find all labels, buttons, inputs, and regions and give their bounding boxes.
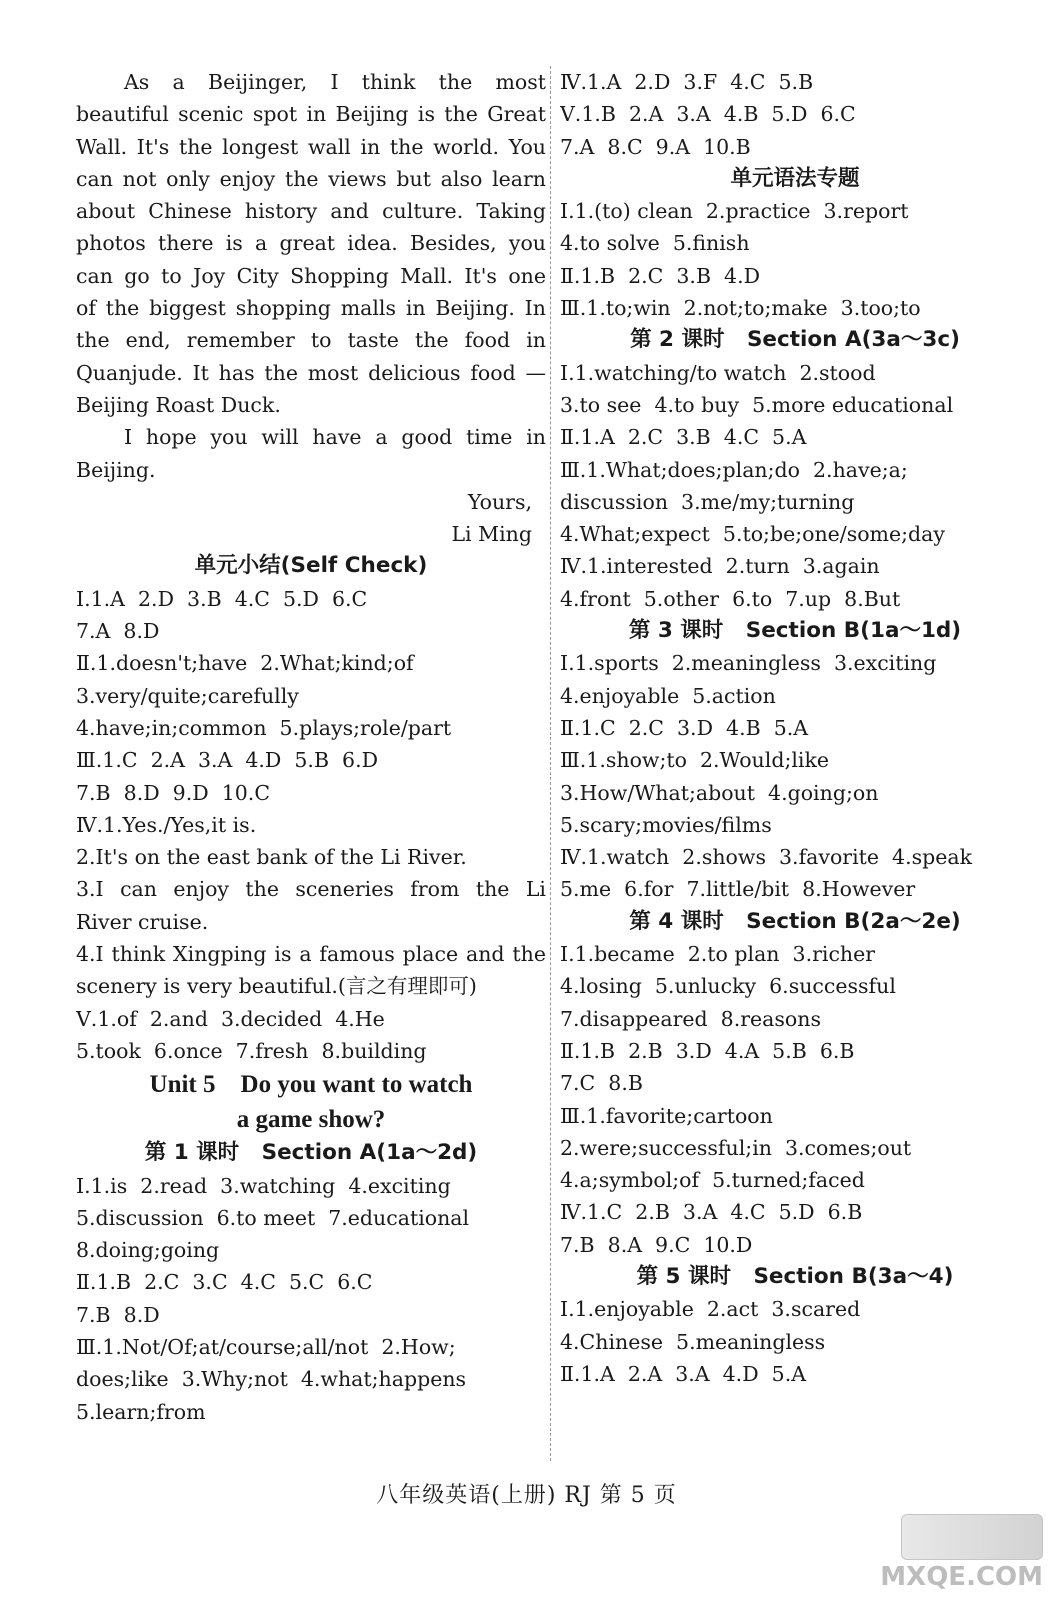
right-column xyxy=(560,66,1030,1390)
text-line: Ⅱ.1.C 2.C 3.D 4.B 5.A xyxy=(560,715,809,740)
text-line: Ⅰ.1.enjoyable 2.act 3.scared xyxy=(560,1297,861,1322)
text-line: Ⅰ.1.is 2.read 3.watching 4.exciting xyxy=(76,1173,451,1198)
text-line: 4.losing 5.unlucky 6.successful xyxy=(560,974,896,999)
watermark-logo-icon xyxy=(901,1514,1043,1560)
text-line: Ⅰ.1.watching/to watch 2.stood xyxy=(560,360,876,385)
text-line: can not only enjoy the views but also learn xyxy=(76,166,546,191)
text-line: 7.C 8.B xyxy=(560,1071,643,1096)
text-line: 5.took 6.once 7.fresh 8.building xyxy=(76,1038,427,1063)
text-line: 2.It's on the east bank of the Li River. xyxy=(76,845,467,870)
text-line: 3.How/What;about 4.going;on xyxy=(560,780,879,805)
section-heading: 单元语法专题 xyxy=(730,165,860,191)
text-line: about Chinese history and culture. Taking xyxy=(76,199,546,224)
text-line: Li Ming xyxy=(451,522,532,547)
text-line: Ⅳ.1.A 2.D 3.F 4.C 5.B xyxy=(560,70,814,94)
text-line: Beijing Roast Duck. xyxy=(76,392,281,417)
text-line: 3.very/quite;carefully xyxy=(76,683,299,708)
text-line: 5.me 6.for 7.little/bit 8.However xyxy=(560,877,916,902)
text-line: beautiful scenic spot in Beijing is the Great xyxy=(76,102,546,127)
text-line: 4.front 5.other 6.to 7.up 8.But xyxy=(560,586,901,611)
text-line: Wall. It's the longest wall in the world. You xyxy=(76,134,546,159)
text-line: River cruise. xyxy=(76,909,209,934)
section-heading: 单元小结(Self Check) xyxy=(194,553,428,579)
text-line: 3.I can enjoy the sceneries from the Li xyxy=(76,877,546,902)
text-line: Ⅰ.1.(to) clean 2.practice 3.report xyxy=(560,199,909,224)
text-line: Ⅱ.1.doesn't;have 2.What;kind;of xyxy=(76,651,414,676)
text-line: Quanjude. It has the most delicious food — xyxy=(76,360,546,385)
text-line: 4.enjoyable 5.action xyxy=(560,683,776,708)
text-line: 7.disappeared 8.reasons xyxy=(560,1006,821,1031)
section-heading: 第 1 课时 Section A(1a～2d) xyxy=(144,1140,478,1166)
text-line: Ⅲ.1.What;does;plan;do 2.have;a; xyxy=(560,457,908,482)
section-heading: a game show? xyxy=(236,1106,386,1134)
text-line: Ⅰ.1.became 2.to plan 3.richer xyxy=(560,942,876,967)
text-line: Ⅱ.1.B 2.C 3.C 4.C 5.C 6.C xyxy=(76,1270,373,1295)
text-line: Ⅳ.1.Yes./Yes,it is. xyxy=(76,812,257,837)
text-line: 4.have;in;common 5.plays;role/part xyxy=(76,715,452,740)
section-heading: 第 4 课时 Section B(2a～2e) xyxy=(629,908,961,934)
text-line: 4.a;symbol;of 5.turned;faced xyxy=(560,1168,865,1193)
text-line: 5.scary;movies/films xyxy=(560,812,772,837)
left-column xyxy=(76,66,546,1428)
page-footer: 八年级英语(上册) RJ 第 5 页 xyxy=(376,1483,677,1508)
text-line: As a Beijinger, I think the most xyxy=(124,70,546,94)
text-line: of the biggest shopping malls in Beijing. In xyxy=(76,296,546,321)
text-line: Ⅲ.1.to;win 2.not;to;make 3.too;to xyxy=(560,296,921,321)
section-heading: 第 5 课时 Section B(3a～4) xyxy=(636,1263,954,1289)
text-line: photos there is a great idea. Besides, you xyxy=(76,231,546,256)
text-line: 7.A 8.C 9.A 10.B xyxy=(560,134,751,159)
text-line: Ⅴ.1.B 2.A 3.A 4.B 5.D 6.C xyxy=(560,102,856,127)
text-line: Beijing. xyxy=(76,457,156,482)
text-line: 7.B 8.A 9.C 10.D xyxy=(560,1232,753,1257)
text-line: 5.discussion 6.to meet 7.educational xyxy=(76,1205,470,1230)
text-line: 8.doing;going xyxy=(76,1238,220,1263)
text-line: Ⅲ.1.Not/Of;at/course;all/not 2.How; xyxy=(76,1334,456,1359)
section-heading: 第 2 课时 Section A(3a～3c) xyxy=(630,327,960,353)
text-line: Ⅰ.1.A 2.D 3.B 4.C 5.D 6.C xyxy=(76,586,368,611)
text-line: 5.learn;from xyxy=(76,1399,206,1424)
text-line: 2.were;successful;in 3.comes;out xyxy=(560,1135,912,1160)
text-line: 4.Chinese 5.meaningless xyxy=(560,1329,826,1354)
text-line: Ⅴ.1.of 2.and 3.decided 4.He xyxy=(76,1006,385,1031)
text-line: Ⅲ.1.show;to 2.Would;like xyxy=(560,748,830,773)
text-line: discussion 3.me/my;turning xyxy=(560,489,855,514)
text-line: the end, remember to taste the food in xyxy=(76,328,546,353)
text-line: Ⅳ.1.C 2.B 3.A 4.C 5.D 6.B xyxy=(560,1200,863,1225)
section-heading: Unit 5 Do you want to watch xyxy=(149,1071,473,1099)
text-line: Ⅱ.1.B 2.B 3.D 4.A 5.B 6.B xyxy=(560,1038,855,1063)
text-line: can go to Joy City Shopping Mall. It's one xyxy=(76,263,546,288)
text-line: Ⅳ.1.interested 2.turn 3.again xyxy=(560,554,880,579)
text-line: 7.B 8.D xyxy=(76,1302,160,1327)
text-line: 4.I think Xingping is a famous place and the xyxy=(76,942,546,967)
text-line: Ⅱ.1.A 2.A 3.A 4.D 5.A xyxy=(560,1361,807,1386)
text-line: 4.What;expect 5.to;be;one/some;day xyxy=(560,522,945,547)
section-heading: 第 3 课时 Section B(1a～1d) xyxy=(628,618,962,644)
text-line: Ⅱ.1.B 2.C 3.B 4.D xyxy=(560,263,761,288)
text-line: Ⅲ.1.C 2.A 3.A 4.D 5.B 6.D xyxy=(76,748,379,773)
text-line: Ⅳ.1.watch 2.shows 3.favorite 4.speak xyxy=(560,845,973,870)
text-line: Ⅲ.1.favorite;cartoon xyxy=(560,1103,773,1128)
column-divider xyxy=(550,66,551,1461)
text-line: 4.to solve 5.finish xyxy=(560,231,750,256)
watermark xyxy=(880,1514,1043,1592)
text-line: I hope you will have a good time in xyxy=(124,425,546,450)
watermark-site: MXQE.COM xyxy=(880,1562,1043,1592)
text-line: Yours, xyxy=(467,489,532,514)
text-line: 7.B 8.D 9.D 10.C xyxy=(76,780,270,805)
text-line: does;like 3.Why;not 4.what;happens xyxy=(76,1367,467,1392)
text-line: 3.to see 4.to buy 5.more educational xyxy=(560,392,954,417)
text-line: Ⅱ.1.A 2.C 3.B 4.C 5.A xyxy=(560,425,807,450)
text-line: 7.A 8.D xyxy=(76,619,160,644)
text-line: Ⅰ.1.sports 2.meaningless 3.exciting xyxy=(560,651,937,676)
text-line: scenery is very beautiful.(言之有理即可) xyxy=(76,974,477,999)
